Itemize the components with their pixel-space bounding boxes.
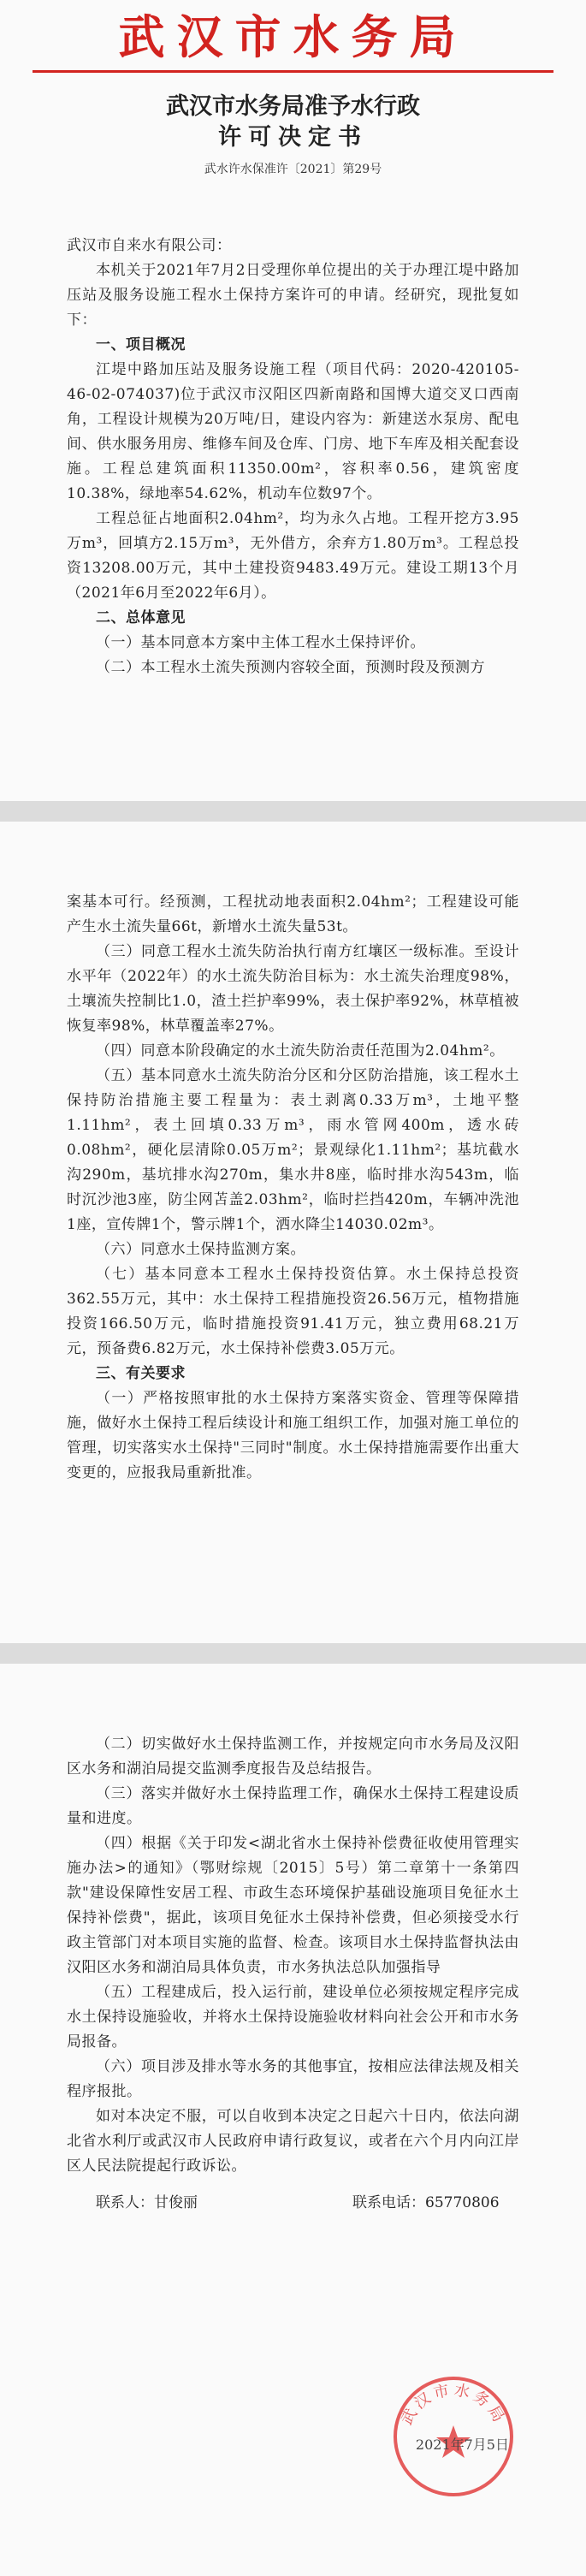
- section-2-item-2-continued: 案基本可行。经预测，工程扰动地表面积2.04hm²；工程建设可能产生水土流失量66t，新增水土流失量53t。: [67, 893, 519, 935]
- document-title-line-2: 许可决定书: [218, 124, 368, 151]
- section-3-item-5: （五）工程建成后，投入运行前，建设单位必须按规定程序完成水土保持设施验收，并将水土保持设施验收材料向社会公开和市水务局报备。: [67, 1984, 519, 2051]
- document-date: 2021年7月5日: [415, 2437, 509, 2453]
- document-title: [67, 92, 519, 153]
- contact-row: [67, 2191, 519, 2216]
- section-3-item-1: （一）严格按照审批的水土保持方案落实资金、管理等保障措施，做好水土保持工程后续设计和施工组织工作，加强对施工单位的管理，切实落实水土保持"三同时"制度。水土保持措施需要作出重大变更的，应报我局重新批准。: [67, 1390, 519, 1481]
- section-2-item-6: （六）同意水土保持监测方案。: [96, 1241, 305, 1258]
- section-2-item-2-start: （二）本工程水土流失预测内容较全面，预测时段及预测方: [96, 659, 485, 676]
- section-1-paragraph-2: 工程总征占地面积2.04hm²，均为永久占地。工程开挖方3.95万m³，回填方2.15万m³，无外借方，余弃方1.80万m³。工程总投资13208.00万元，其中土建投资9483.49万元。建设工期13个月（2021年6月至2022年6月）。: [67, 510, 519, 602]
- letterhead-title: 武汉市水务局: [118, 9, 468, 64]
- section-2-item-4: （四）同意本阶段确定的水土流失防治责任范围为2.04hm²。: [96, 1042, 505, 1059]
- document-page-1: [0, 0, 586, 801]
- intro-paragraph: 本机关于2021年7月2日受理你单位提出的关于办理江堤中路加压站及服务设施工程水土保持方案许可的申请。经研究，现批复如下：: [67, 262, 519, 329]
- document-page-2: [0, 822, 586, 1643]
- svg-text:武汉市水务局: 武汉市水务局: [397, 2381, 510, 2429]
- section-2-item-1: （一）基本同意本方案中主体工程水土保持评价。: [96, 634, 425, 651]
- addressee: 武汉市自来水有限公司：: [67, 237, 232, 254]
- section-2-item-5: （五）基本同意水土流失防治分区和分区防治措施，该工程水土保持防治措施主要工程量为：表土剥离0.33万m³，土地平整1.11hm²，表土回填0.33万m³，雨水管网400m，透水砖0.08hm²，硬化层清除0.05万m²；景观绿化1.11hm²；基坑截水沟290m，基坑排水沟270m，集水井8座，临时排水沟543m，临时沉沙池3座，防尘网苫盖2.03hm²，临时拦挡420m，车辆冲洗池1座，宣传牌1个，警示牌1个，洒水降尘14030.02m³。: [67, 1067, 519, 1233]
- section-3-item-2: （二）切实做好水土保持监测工作，并按规定向市水务局及汉阳区水务和湖泊局提交监测季度报告及总结报告。: [67, 1736, 519, 1778]
- contact-phone: 联系电话：65770806: [352, 2194, 500, 2211]
- section-3-item-3: （三）落实并做好水土保持监理工作，确保水土保持工程建设质量和进度。: [67, 1785, 519, 1827]
- document-number: 武水许水保准许〔2021〕第29号: [204, 163, 382, 176]
- document-title-line-1: 武汉市水务局准予水行政: [166, 93, 420, 120]
- letterhead-red-rule: [33, 70, 553, 73]
- section-3-heading: 三、有关要求: [96, 1365, 186, 1382]
- appeal-notice: 如对本决定不服，可以自收到本决定之日起六十日内，依法向湖北省水利厅或武汉市人民政府申请行政复议，或者在六个月内向江岸区人民法院提起行政诉讼。: [67, 2108, 519, 2175]
- section-3-item-6: （六）项目涉及排水等水务的其他事宜，按相应法律法规及相关程序报批。: [67, 2058, 519, 2100]
- section-2-heading: 二、总体意见: [96, 609, 186, 626]
- section-1-paragraph-1: 江堤中路加压站及服务设施工程（项目代码：2020-420105-46-02-074037)位于武汉市汉阳区四新南路和国博大道交叉口西南角，工程设计规模为20万吨/日，建设内容为：新建送水泵房、配电间、供水服务用房、维修车间及仓库、门房、地下车库及相关配套设施。工程总建筑面积11350.00m²，容积率0.56，建筑密度10.38%，绿地率54.62%，机动车位数97个。: [67, 361, 519, 502]
- contact-person: 联系人：甘俊丽: [96, 2194, 198, 2211]
- document-page-3: [0, 1664, 586, 2576]
- section-2-item-7: （七）基本同意本工程水土保持投资估算。水土保持总投资362.55万元，其中：水土保持工程措施投资26.56万元，植物措施投资166.50万元，临时措施投资91.41万元，独立费用68.21万元，预备费6.82万元，水土保持补偿费3.05万元。: [67, 1266, 519, 1357]
- section-3-item-4: （四）根据《关于印发<湖北省水土保持补偿费征收使用管理实施办法>的通知》（鄂财综规〔2015〕5号）第二章第十一条第四款"建设保障性安居工程、市政生态环境保护基础设施项目免征水土保持补偿费"，据此，该项目免征水土保持补偿费，但必须接受水行政主管部门对本项目实施的监督、检查。该项目水土保持监督执法由汉阳区水务和湖泊局具体负责，市水务执法总队加强指导: [67, 1835, 519, 1976]
- section-1-heading: 一、项目概况: [96, 336, 186, 353]
- section-2-item-3: （三）同意工程水土流失防治执行南方红壤区一级标准。至设计水平年（2022年）的水土流失防治目标为：水土流失治理度98%，土壤流失控制比1.0，渣土拦护率99%，表土保护率92%，林草植被恢复率98%，林草覆盖率27%。: [67, 943, 519, 1035]
